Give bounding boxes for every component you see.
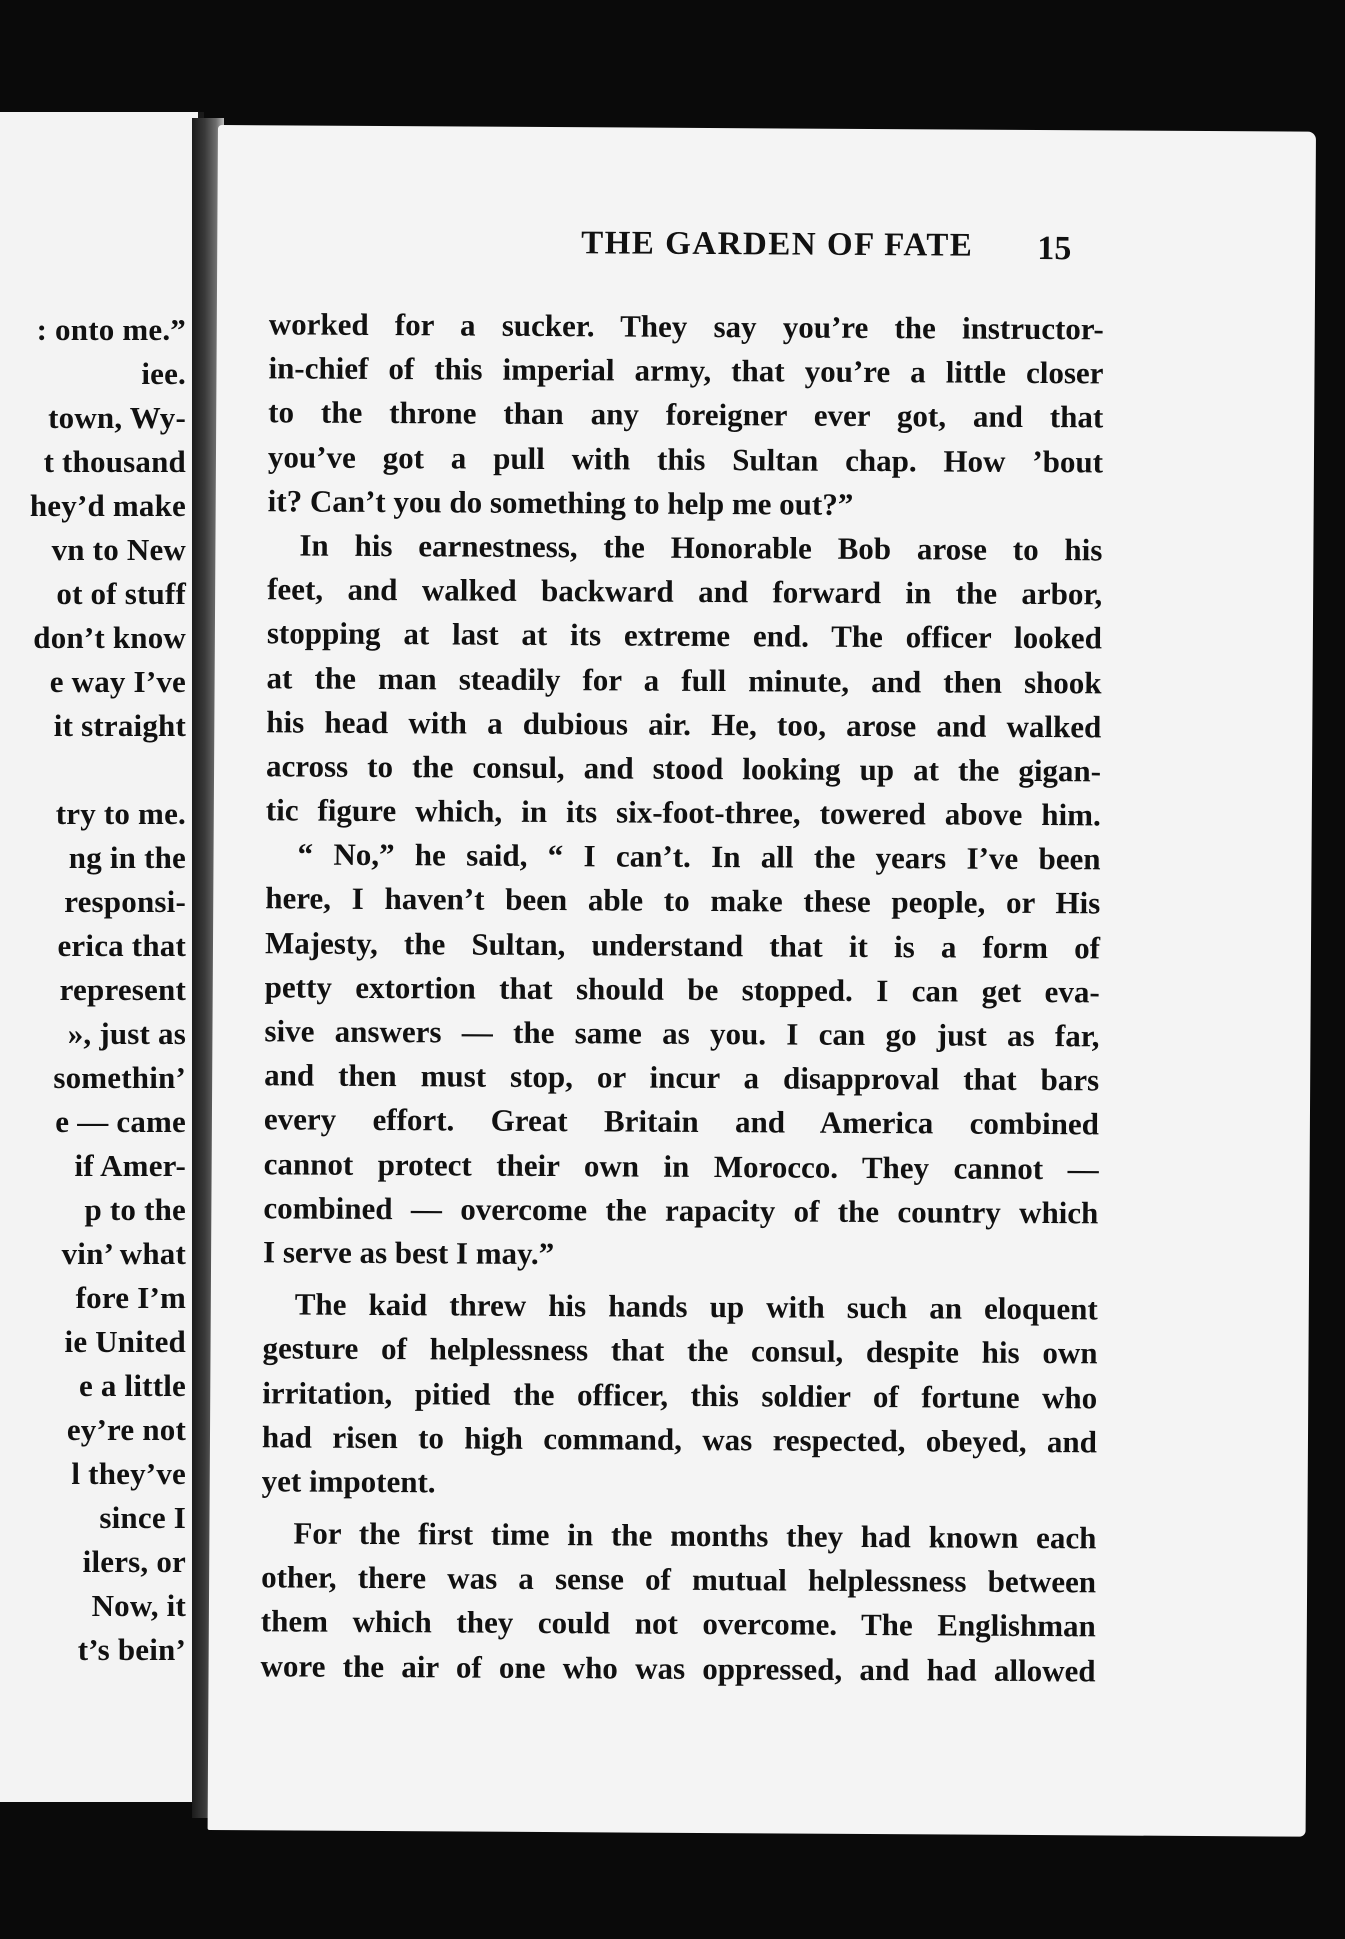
body-text-line: gesture of helplessness that the consul, despite his own (262, 1330, 1098, 1371)
current-page (208, 125, 1316, 1837)
previous-page-line: e — came (55, 1104, 186, 1139)
previous-page-line: hey’d make (29, 488, 186, 523)
previous-page-line: ot of stuff (56, 576, 186, 611)
previous-page-line: don’t know (33, 620, 186, 655)
previous-page-line: p to the (84, 1192, 186, 1227)
previous-page-line: somethin’ (53, 1060, 186, 1095)
body-text-line: irritation, pitied the officer, this soldier of fortune who (262, 1374, 1098, 1415)
previous-page-line: vn to New (51, 532, 186, 567)
body-text-line: worked for a sucker. They say you’re the instructor- (268, 306, 1104, 347)
body-text-line: to the throne than any foreigner ever got, and that (268, 394, 1104, 435)
body-text-line: other, there was a sense of mutual helplessness between (261, 1559, 1097, 1600)
previous-page-line: fore I’m (75, 1280, 186, 1315)
body-text-line: feet, and walked backward and forward in the arbor, (267, 571, 1103, 612)
page-body-text (260, 302, 1103, 1693)
running-header: THE GARDEN OF FATE (581, 225, 974, 264)
previous-page-line: vin’ what (61, 1236, 186, 1271)
previous-page-line: ie United (64, 1324, 186, 1359)
body-text-line: For the first time in the months they had known each (293, 1515, 1097, 1556)
body-text-line: here, I haven’t been able to make these people, or His (265, 880, 1101, 921)
previous-page-line: iee. (141, 356, 186, 391)
previous-page-line: since I (99, 1500, 186, 1535)
body-text-line: every effort. Great Britain and America combined (263, 1101, 1100, 1142)
body-text-line: tic figure which, in its six-foot-three, towered above him. (265, 792, 1101, 833)
previous-page-line: », just as (67, 1016, 186, 1051)
previous-page-line: ng in the (68, 840, 186, 875)
body-text-line: had risen to high command, was respected, obeyed, and (261, 1418, 1098, 1460)
body-text-line: it? Can’t you do something to help me out?” (267, 483, 854, 522)
body-text-line: yet impotent. (261, 1463, 436, 1500)
body-text-line: his head with a dubious air. He, too, arose and walked (266, 703, 1102, 745)
body-text-line: across to the consul, and stood looking up at the gigan- (265, 748, 1102, 789)
previous-page-line: erica that (57, 928, 186, 963)
page-number: 15 (1037, 230, 1072, 268)
previous-page-line: represent (59, 972, 186, 1007)
body-text-line: and then must stop, or incur a disapproval that bars (264, 1057, 1100, 1098)
previous-page-line: if Amer- (74, 1148, 186, 1183)
previous-page-text (0, 308, 186, 1672)
body-text-line: stopping at last at its extreme end. The officer looked (266, 615, 1102, 656)
previous-page-line: t thousand (43, 444, 186, 479)
previous-page-line: Now, it (91, 1588, 186, 1623)
previous-page-line: ilers, or (82, 1544, 186, 1579)
previous-page-line: e a little (78, 1368, 186, 1403)
body-text-line: cannot protect their own in Morocco. They cannot — (263, 1145, 1099, 1186)
body-text-line: I serve as best I may.” (263, 1234, 555, 1272)
previous-page-line: : onto me.” (36, 312, 186, 347)
body-text-line: “ No,” he said, “ I can’t. In all the years I’ve been (297, 836, 1101, 877)
body-text-line: Majesty, the Sultan, understand that it is a form of (264, 924, 1101, 966)
previous-page-line: it straight (53, 708, 186, 743)
previous-page-line: l they’ve (71, 1456, 186, 1491)
body-text-line: combined — overcome the rapacity of the country which (263, 1190, 1099, 1231)
previous-page-line: ey’re not (66, 1412, 186, 1447)
previous-page-line: e way I’ve (49, 664, 186, 699)
body-text-line: wore the air of one who was oppressed, and had allowed (260, 1647, 1096, 1689)
body-text-line: them which they could not overcome. The Englishman (260, 1603, 1096, 1644)
previous-page-line: responsi- (64, 884, 186, 919)
body-text-line: The kaid threw his hands up with such an eloquent (294, 1286, 1098, 1327)
previous-page-line: t’s bein’ (77, 1632, 186, 1667)
body-text-line: at the man steadily for a full minute, and then shook (266, 659, 1102, 700)
body-text-line: In his earnestness, the Honorable Bob arose to his (299, 527, 1103, 568)
previous-page-line: try to me. (55, 796, 186, 831)
previous-page-fragment (0, 112, 204, 1802)
previous-page-line (0, 748, 186, 792)
body-text-line: sive answers — the same as you. I can go just as far, (264, 1013, 1100, 1054)
body-text-line: in-chief of this imperial army, that you’re a little closer (268, 350, 1104, 391)
previous-page-line: town, Wy- (48, 400, 186, 435)
body-text-line: petty extortion that should be stopped. I can get eva- (264, 969, 1100, 1010)
body-text-line: you’ve got a pull with this Sultan chap. How ’bout (267, 438, 1104, 479)
